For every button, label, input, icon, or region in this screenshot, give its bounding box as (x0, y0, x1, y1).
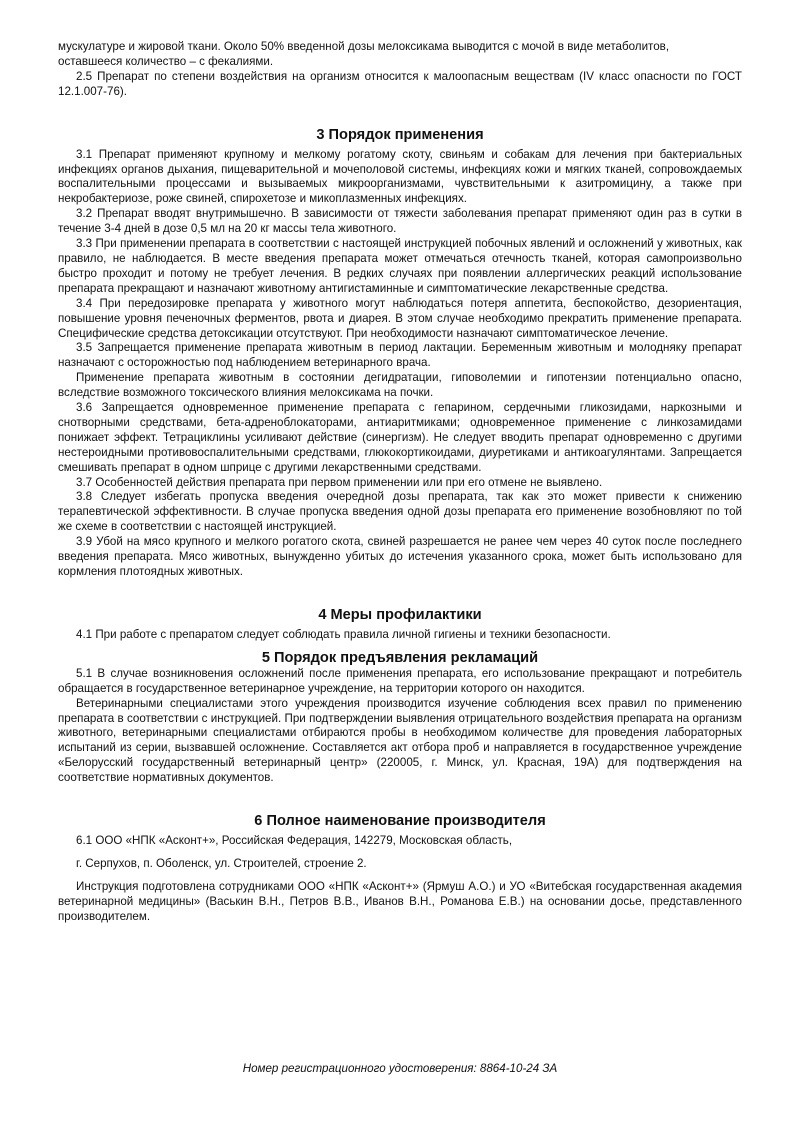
paragraph-3-5: 3.5 Запрещается применение препарата животным в период лактации. Беременным животным и молодняку препарат назначают с осторожностью под наблюдением ветеринарного врача. (58, 341, 742, 370)
intro-line: мускулатуре и жировой ткани. Около 50% введенной дозы мелоксикама выводится с мочой в виде метаболитов, (58, 40, 670, 53)
paragraph-3-1: 3.1 Препарат применяют крупному и мелкому рогатому скоту, свиньям и собакам для лечения при бактериальных инфекциях органов дыхания, пищеварительной и мочеполовой системы, инфекциях кожи и мягких тканей, сопровождаемых воспалительными процессами и вызываемых микроорганизмами, чувствительными к азитромицину, а также при некробактериозе, роже свиней, спирохетозе и микоплазменных инфекциях. (58, 147, 742, 206)
paragraph-5-1: 5.1 В случае возникновения осложнений после применения препарата, его использование прекращают и потребитель обращается в государственное ветеринарное учреждение, на территории которого он находится. (58, 666, 742, 695)
paragraph-4-1: 4.1 При работе с препаратом следует соблюдать правила личной гигиены и техники безопасности. (76, 627, 611, 641)
paragraph-2-5: 2.5 Препарат по степени воздействия на организм относится к малоопасным веществам (IV класс опасности по ГОСТ 12.1.007-76). (58, 69, 742, 98)
registration-number: Номер регистрационного удостоверения: 8864-10-24 ЗА (242, 1062, 558, 1075)
paragraph-3-6: 3.6 Запрещается одновременное применение препарата с гепарином, сердечными гликозидами, наркозными и снотворными средствами, бета-адреноблокаторами, антиаритмиками; одновременное применение с линкозамидами понижает эффект. Тетрациклины усиливают действие (синергизм). Не следует вводить препарат одновременно с другими нестероидными противовоспалительными средствами, глюкокортикоидами, диуретиками и антикоагулянтами. Запрещается смешивать препарат в одном шприце с другими лекарственными средствами. (58, 401, 742, 474)
paragraph-3-8: 3.8 Следует избегать пропуска введения очередной дозы препарата, так как это может привести к снижению терапевтической эффективности. В случае пропуска введения одной дозы препарата его применение возобновляют по той же схеме в соответствии с настоящей инструкцией. (58, 490, 742, 534)
paragraph-3-2: 3.2 Препарат вводят внутримышечно. В зависимости от тяжести заболевания препарат применяют один раз в сутки в течение 3-4 дней в дозе 0,5 мл на 20 кг массы тела животного. (58, 207, 742, 236)
paragraph-3-9: 3.9 Убой на мясо крупного и мелкого рогатого скота, свиней разрешается не ранее чем через 40 суток после последнего введения препарата. Мясо животных, вынужденно убитых до истечения указанного срока, может быть использовано для кормления плотоядных животных. (58, 535, 742, 578)
section-4-title: 4 Меры профилактики (318, 606, 482, 623)
section-5-title: 5 Порядок предъявления рекламаций (261, 649, 539, 666)
section-3-title: 3 Порядок применения (316, 126, 484, 143)
paragraph-3-5-cont: Применение препарата животным в состоянии дегидратации, гиповолемии и гипотензии потенциально опасно, вследствие возможного токсического влияния мелоксикама на почки. (58, 371, 742, 400)
paragraph-3-4: 3.4 При передозировке препарата у животного могут наблюдаться потеря аппетита, беспокойство, дезориентация, повышение уровня печеночных ферментов, рвота и диарея. В этом случае необходимо прекратить применение препарата. Специфические средства детоксикации отсутствуют. При необходимости назначают симптоматическое лечение. (58, 296, 742, 340)
prepared-by: Инструкция подготовлена сотрудниками ООО «НПК «Асконт+» (Ярмуш А.О.) и УО «Витебская государственная академия ветеринарной медицины» (Васькин В.Н., Петров В.В., Иванов В.Н., Романова Е.В.) на основании досье, представленного производителем. (58, 879, 742, 923)
section-3-body (58, 148, 742, 580)
paragraph-3-3: 3.3 При применении препарата в соответствии с настоящей инструкцией побочных явлений и осложнений у животных, как правило, не наблюдается. В месте введения препарата может отмечаться отечность тканей, которая самопроизвольно быстро проходит и потому не требует лечения. В редких случаях при появлении аллергических реакций использование препарата прекращают и назначают животному антигистаминные и симптоматические лекарственные средства. (58, 237, 742, 295)
paragraph-6-1: 6.1 ООО «НПК «Асконт+», Российская Федерация, 142279, Московская область, (76, 834, 513, 848)
section-6-title: 6 Полное наименование производителя (254, 813, 546, 830)
manufacturer-address: г. Серпухов, п. Оболенск, ул. Строителей, строение 2. (76, 856, 367, 870)
intro-line: оставшееся количество – с фекалиями. (58, 54, 274, 68)
paragraph-5-2: Ветеринарными специалистами этого учреждения производится изучение соблюдения всех правил по применению препарата в соответствии с инструкцией. При подтверждении выявления отрицательного воздействия препарата на организм животного, ветеринарными специалистами отбираются пробы в необходимом количестве для проведения лабораторных испытаний из серии, вызвавшей осложнение. Составляется акт отбора проб и направляется в государственное учреждение «Белорусский государственный ветеринарный центр» (220005, г. Минск, ул. Красная, 19А) для подтверждения на соответствие нормативных документов. (58, 696, 742, 785)
intro-text (58, 40, 742, 70)
paragraph-3-7: 3.7 Особенностей действия препарата при первом применении или при его отмене не выявлено. (76, 475, 603, 489)
